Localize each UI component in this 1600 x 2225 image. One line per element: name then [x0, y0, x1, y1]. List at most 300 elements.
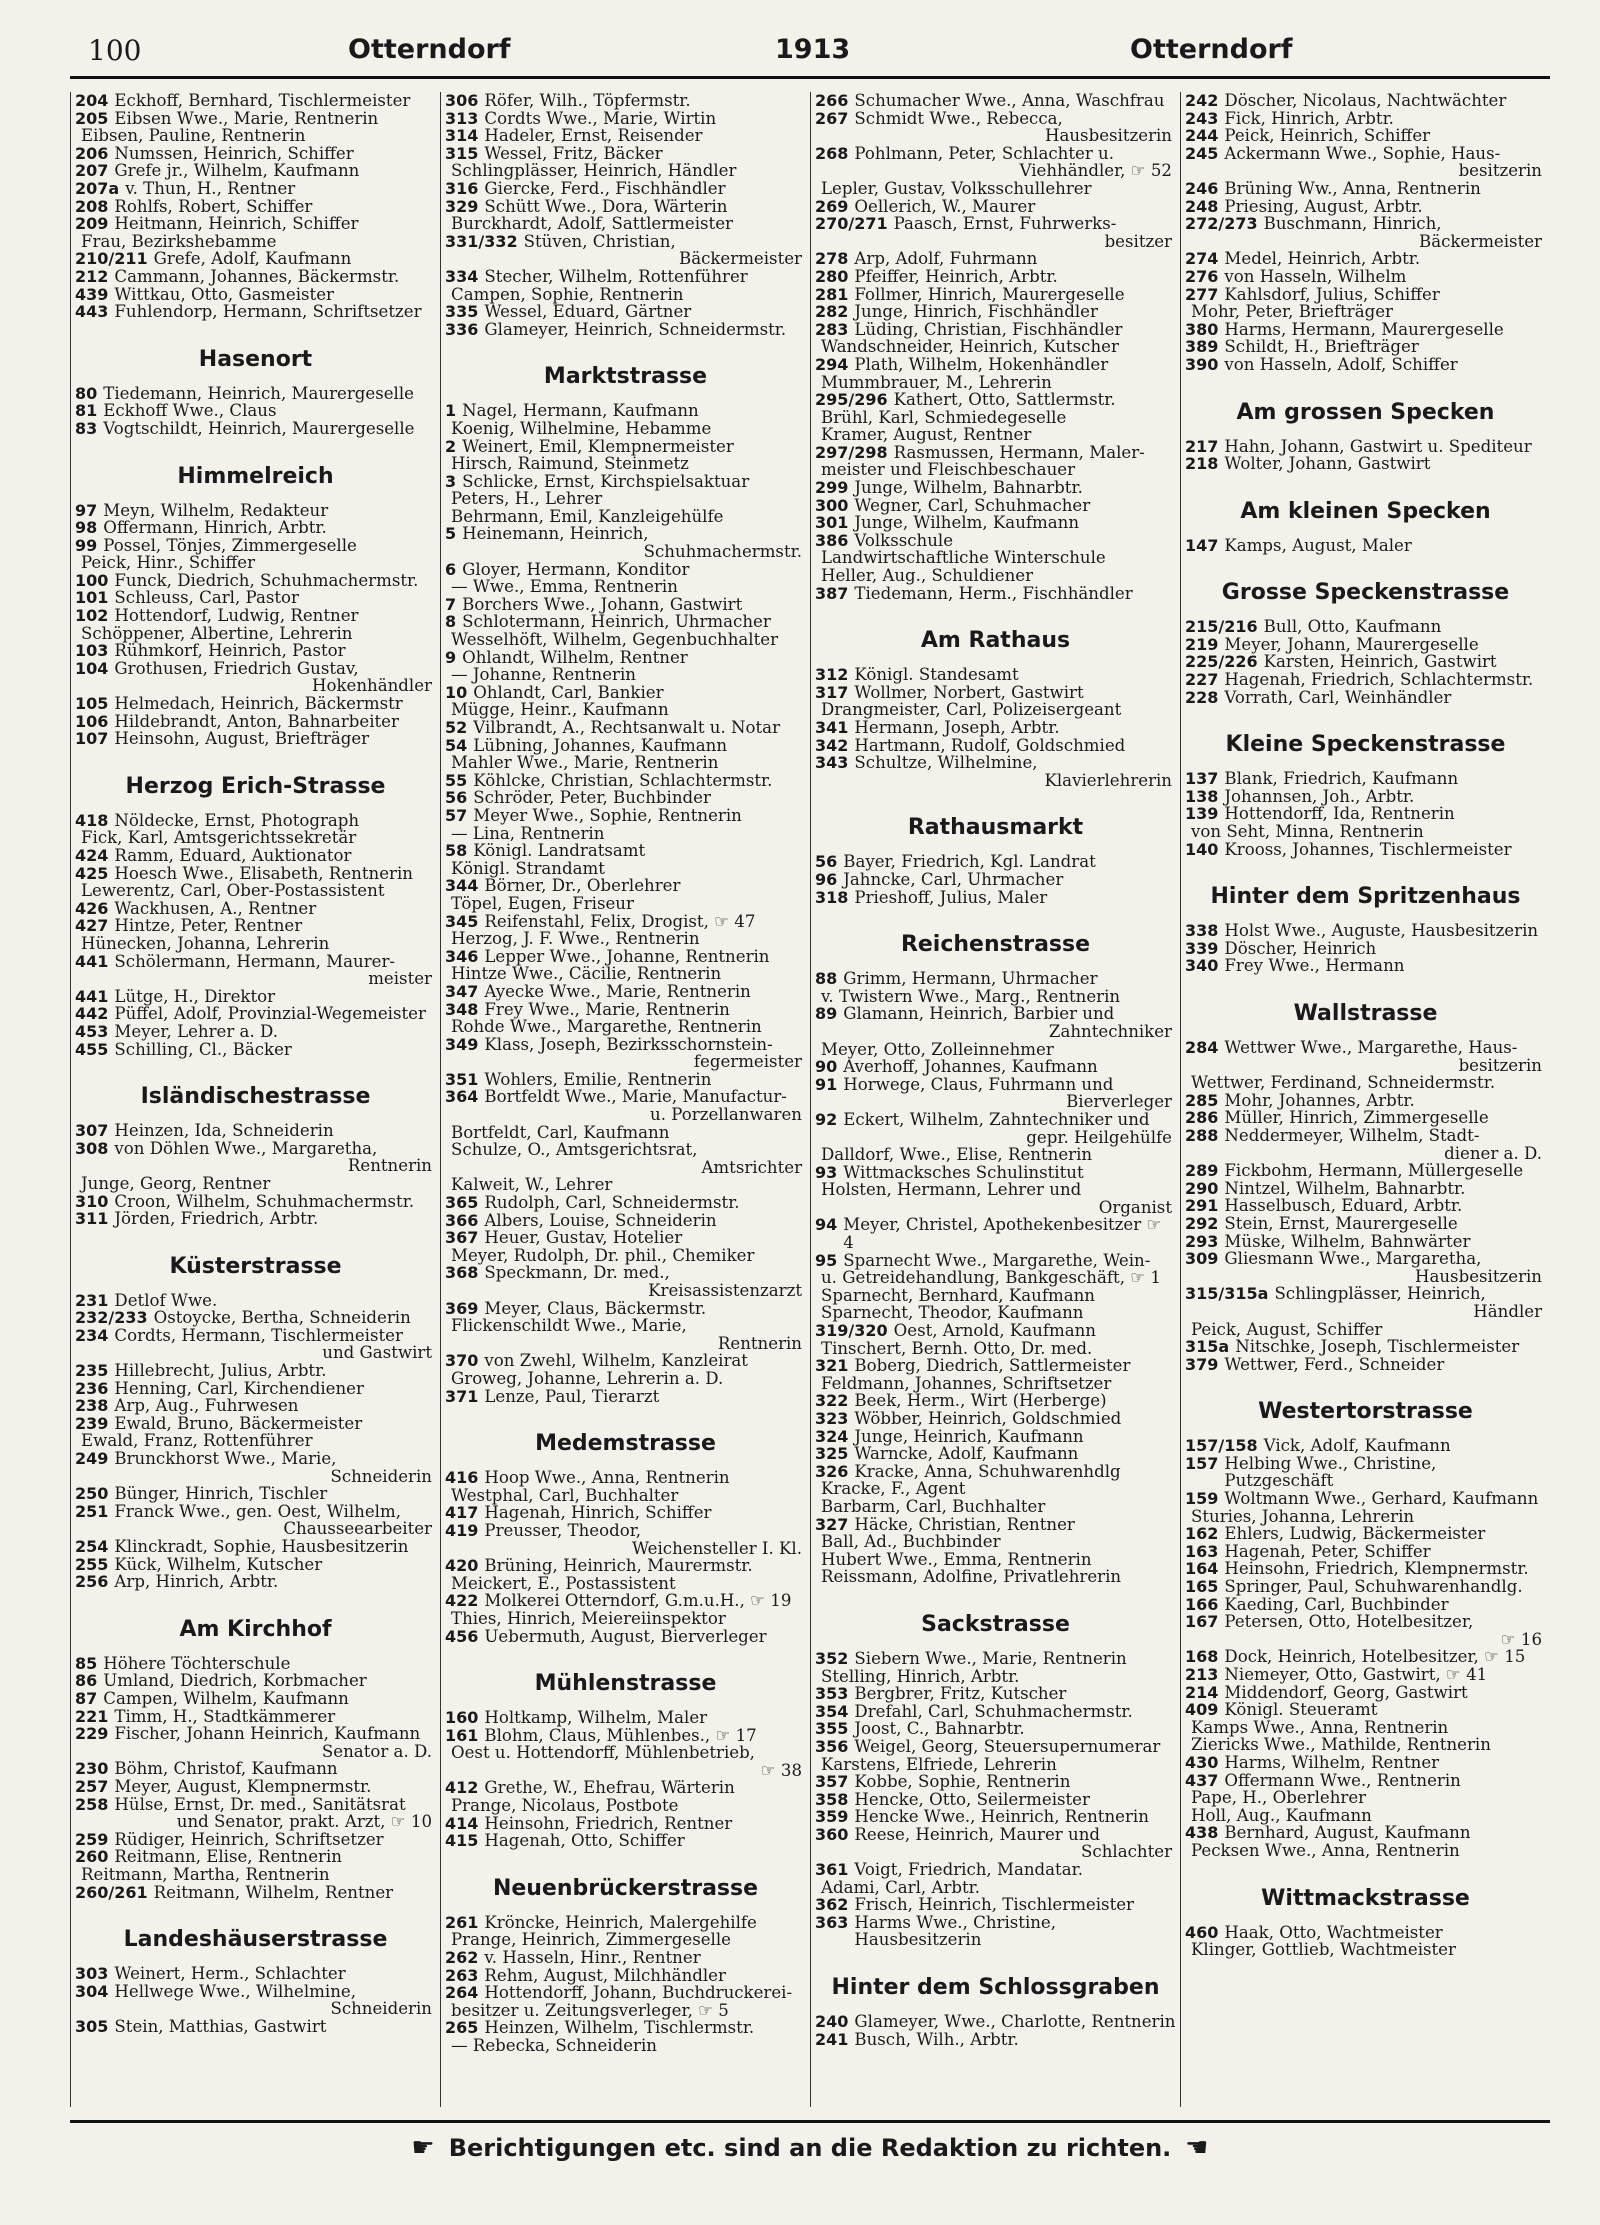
directory-entry — [445, 684, 806, 702]
directory-entry — [445, 198, 806, 216]
directory-entry — [815, 532, 1176, 550]
directory-entry — [445, 145, 806, 163]
directory-entry — [1185, 537, 1546, 555]
resident-entry: Heinzen, Ida, Schneiderin — [114, 1121, 334, 1141]
resident-entry: Dalldorf, Wwe., Elise, Rentnerin — [821, 1145, 1093, 1165]
resident-entry: Klinckradt, Sophie, Hausbesitzerin — [114, 1537, 409, 1556]
house-number: 315 — [445, 143, 479, 163]
house-number: 314 — [445, 126, 479, 146]
resident-entry: Flickenschildt Wwe., Marie, — [451, 1316, 687, 1336]
resident-entry: Klavierlehrerin — [1044, 770, 1172, 790]
house-number: 234 — [75, 1325, 109, 1345]
house-number: 161 — [445, 1725, 479, 1745]
directory-entry — [1185, 1525, 1546, 1543]
resident-entry: Tiedemann, Heinrich, Maurergeselle — [103, 383, 414, 403]
resident-entry: von Hasseln, Adolf, Schiffer — [1224, 354, 1458, 374]
resident-entry: Mahler Wwe., Marie, Rentnerin — [451, 753, 719, 773]
directory-entry — [815, 684, 1176, 702]
directory-entry — [815, 250, 1176, 268]
house-number: 343 — [815, 753, 849, 773]
street-heading: Hasenort — [198, 346, 313, 372]
house-number: 323 — [815, 1409, 849, 1428]
resident-entry: Westphal, Carl, Buchhalter — [451, 1485, 679, 1505]
directory-entry — [445, 438, 806, 456]
house-number: 137 — [1185, 769, 1219, 789]
resident-entry: meister — [368, 969, 432, 989]
directory-entry — [1185, 1197, 1546, 1215]
house-number: 1 — [445, 401, 457, 421]
resident-entry: Blank, Friedrich, Kaufmann — [1224, 769, 1459, 789]
house-number: 351 — [445, 1069, 479, 1089]
directory-entry — [1185, 1215, 1546, 1233]
house-number: 304 — [75, 1981, 109, 2001]
street-heading: Westertorstrasse — [1258, 1399, 1473, 1425]
directory-entry — [815, 1773, 1176, 1791]
house-number: 251 — [75, 1501, 109, 1521]
directory-entry — [1185, 268, 1546, 286]
resident-entry: Wessel, Eduard, Gärtner — [484, 302, 692, 322]
resident-entry: Grimm, Hermann, Uhrmacher — [843, 969, 1098, 989]
house-number: 219 — [1185, 634, 1219, 654]
directory-entry — [815, 1252, 1176, 1270]
house-number: 98 — [75, 518, 98, 538]
house-number: 238 — [75, 1396, 109, 1416]
resident-entry: Hausbesitzerin — [1045, 126, 1172, 146]
directory-entry — [815, 303, 1176, 321]
resident-entry: Mügge, Heinr., Kaufmann — [451, 700, 669, 720]
resident-entry: Stüven, Christian, — [523, 231, 676, 251]
directory-entry — [445, 825, 806, 843]
street-heading: Kleine Speckenstrasse — [1225, 732, 1506, 758]
directory-entry — [815, 391, 1176, 409]
resident-entry: Grothusen, Friedrich Gustav, — [114, 658, 359, 678]
directory-entry — [75, 1778, 436, 1796]
house-number: 208 — [75, 196, 109, 216]
house-number: 438 — [1185, 1823, 1219, 1843]
resident-entry: Kamps Wwe., Anna, Rentnerin — [1191, 1717, 1449, 1737]
resident-entry: Schuhmachermstr. — [643, 542, 802, 562]
house-number: 241 — [815, 2029, 849, 2049]
resident-entry: Dock, Heinrich, Hotelbesitzer, ☞ 15 — [1224, 1647, 1526, 1667]
directory-entry — [815, 1738, 1176, 1756]
directory-entry — [1185, 1233, 1546, 1251]
directory-entry — [815, 754, 1176, 772]
directory-entry — [815, 1392, 1176, 1410]
directory-entry — [815, 1428, 1176, 1446]
resident-entry: Holl, Aug., Kaufmann — [1191, 1805, 1372, 1825]
resident-entry: Horwege, Claus, Fuhrmann und — [843, 1074, 1114, 1094]
resident-entry: Hülse, Ernst, Dr. med., Sanitätsrat — [114, 1794, 406, 1814]
directory-entry — [1185, 653, 1546, 671]
resident-entry: Wettwer Wwe., Margarethe, Haus- — [1224, 1038, 1518, 1057]
directory-entry — [1185, 1303, 1546, 1321]
house-number: 259 — [75, 1829, 109, 1849]
directory-entry — [75, 660, 436, 678]
house-number: 364 — [445, 1087, 479, 1107]
resident-entry: Hadeler, Ernst, Reisender — [484, 126, 703, 146]
house-number: 390 — [1185, 354, 1219, 374]
directory-entry — [815, 567, 1176, 585]
house-number: 353 — [815, 1684, 849, 1704]
directory-entry — [75, 1468, 436, 1486]
house-number: 290 — [1185, 1178, 1219, 1198]
resident-entry: gepr. Heilgehülfe — [1026, 1127, 1172, 1147]
resident-entry: Lüding, Christian, Fischhändler — [854, 319, 1123, 339]
directory-entry — [75, 847, 436, 865]
resident-entry: Königl. Strandamt — [451, 858, 605, 878]
resident-entry: Kück, Wilhelm, Kutscher — [114, 1554, 323, 1574]
resident-entry: Buschmann, Hinrich, — [1263, 214, 1442, 234]
resident-entry: Eibsen Wwe., Marie, Rentnerin — [114, 108, 379, 128]
directory-entry — [75, 1573, 436, 1591]
house-number: 349 — [445, 1034, 479, 1054]
resident-entry: Fickbohm, Hermann, Müllergeselle — [1224, 1161, 1524, 1181]
resident-entry: Kracke, Anna, Schuhwarenhdlg — [854, 1461, 1121, 1481]
house-number: 206 — [75, 143, 109, 163]
directory-entry — [445, 2019, 806, 2037]
resident-entry: Ewald, Bruno, Bäckermeister — [114, 1413, 363, 1433]
house-number: 159 — [1185, 1489, 1219, 1509]
resident-entry: Reitmann, Wilhelm, Rentner — [153, 1882, 394, 1902]
house-number: 362 — [815, 1895, 849, 1915]
resident-entry: Meyn, Wilhelm, Redakteur — [103, 500, 329, 520]
resident-entry: Priesing, August, Arbtr. — [1224, 196, 1423, 216]
house-number: 313 — [445, 108, 479, 128]
resident-entry: Pecksen Wwe., Anna, Rentnerin — [1191, 1840, 1460, 1860]
directory-entry — [75, 1210, 436, 1228]
directory-entry — [815, 853, 1176, 871]
resident-entry: Kamps, August, Maler — [1224, 535, 1412, 555]
directory-entry — [1185, 1145, 1546, 1163]
directory-entry — [75, 1140, 436, 1158]
house-number: 7 — [445, 594, 457, 614]
resident-entry: Hagenah, Otto, Schiffer — [484, 1831, 685, 1851]
resident-entry: Voigt, Friedrich, Mandatar. — [854, 1860, 1083, 1880]
resident-entry: Warncke, Adolf, Kaufmann — [854, 1444, 1079, 1464]
house-number: 91 — [815, 1074, 838, 1094]
directory-entry — [815, 1199, 1176, 1217]
house-number: 359 — [815, 1807, 849, 1827]
resident-entry: Arp, Hinrich, Arbtr. — [114, 1572, 279, 1592]
house-number: 453 — [75, 1021, 109, 1041]
directory-entry — [815, 180, 1176, 198]
resident-entry: Bäckermeister — [1419, 231, 1542, 251]
directory-entry — [75, 1655, 436, 1673]
directory-entry — [445, 877, 806, 895]
resident-entry: Königl. Standesamt — [854, 665, 1019, 685]
resident-entry: meister und Fleischbeschauer — [821, 460, 1076, 480]
directory-entry — [1185, 823, 1546, 841]
directory-entry — [445, 842, 806, 860]
street-heading: Küsterstrasse — [169, 1253, 342, 1279]
house-number: 105 — [75, 694, 109, 714]
house-number: 369 — [445, 1298, 479, 1318]
directory-entry — [815, 145, 1176, 163]
house-number: 107 — [75, 729, 109, 749]
directory-entry — [445, 1106, 806, 1124]
house-number: 212 — [75, 266, 109, 286]
house-number: 167 — [1185, 1612, 1219, 1632]
directory-entry — [445, 596, 806, 614]
directory-entry — [75, 1157, 436, 1175]
resident-entry: Bull, Otto, Kaufmann — [1263, 617, 1442, 637]
house-number: 325 — [815, 1444, 849, 1464]
resident-entry: Nintzel, Wilhelm, Bahnarbtr. — [1224, 1178, 1466, 1198]
directory-entry — [75, 268, 436, 286]
house-number: 305 — [75, 2016, 109, 2036]
directory-entry — [75, 1415, 436, 1433]
resident-entry: Rasmussen, Hermann, Maler- — [893, 442, 1145, 462]
directory-entry — [1185, 250, 1546, 268]
resident-entry: Springer, Paul, Schuhwarenhandlg. — [1224, 1577, 1523, 1597]
directory-entry — [1185, 1490, 1546, 1508]
resident-entry: Feldmann, Johannes, Schriftsetzer — [821, 1373, 1112, 1393]
header-town-right: Otterndorf — [1130, 34, 1293, 65]
resident-entry: Wohlers, Emilie, Rentnerin — [484, 1069, 712, 1089]
resident-entry: Burckhardt, Adolf, Sattlermeister — [451, 214, 733, 234]
resident-entry: Harms, Wilhelm, Rentner — [1224, 1752, 1440, 1772]
resident-entry: Petersen, Otto, Hotelbesitzer, — [1224, 1612, 1474, 1632]
directory-entry — [445, 1610, 806, 1628]
directory-entry — [75, 953, 436, 971]
directory-entry — [75, 572, 436, 590]
house-number: 346 — [445, 946, 479, 966]
house-number: 417 — [445, 1503, 479, 1523]
house-number: 335 — [445, 302, 479, 322]
resident-entry: Hartmann, Rudolf, Goldschmied — [854, 735, 1126, 755]
resident-entry: Kröncke, Heinrich, Malergehilfe — [484, 1912, 757, 1932]
resident-entry: Hottendorff, Johann, Buchdruckerei- — [484, 1983, 793, 2003]
resident-entry: Mohr, Peter, Briefträger — [1191, 302, 1393, 322]
directory-entry — [445, 649, 806, 667]
resident-entry: Henning, Carl, Kirchendiener — [114, 1378, 364, 1398]
directory-entry — [75, 1520, 436, 1538]
directory-entry — [75, 829, 436, 847]
house-number: 365 — [445, 1193, 479, 1213]
house-number: 232/233 — [75, 1308, 148, 1328]
house-number: 348 — [445, 999, 479, 1019]
resident-entry: Organist — [1098, 1197, 1172, 1217]
directory-entry — [75, 882, 436, 900]
directory-entry — [75, 250, 436, 268]
directory-entry — [445, 490, 806, 508]
house-number: 278 — [815, 249, 849, 269]
resident-entry: Hottendorff, Ida, Rentnerin — [1224, 804, 1455, 824]
house-number: 164 — [1185, 1559, 1219, 1579]
house-number: 263 — [445, 1965, 479, 1985]
resident-entry: Rentnerin — [717, 1333, 802, 1353]
resident-entry: — Rebecka, Schneiderin — [451, 2036, 657, 2055]
directory-entry — [815, 988, 1176, 1006]
house-number: 291 — [1185, 1196, 1219, 1216]
directory-entry — [815, 549, 1176, 567]
directory-entry — [75, 1760, 436, 1778]
resident-entry: Meyer, Christel, Apothekenbesitzer ☞ 4 — [843, 1215, 1162, 1253]
house-number: 94 — [815, 1215, 838, 1235]
house-number: 221 — [75, 1706, 109, 1726]
resident-entry: Frisch, Heinrich, Tischlermeister — [854, 1895, 1134, 1915]
resident-entry: Pohlmann, Peter, Schlachter u. — [854, 143, 1115, 163]
resident-entry: Offermann, Hinrich, Arbtr. — [103, 518, 327, 538]
resident-entry: ☞ 38 — [760, 1760, 802, 1780]
house-number: 267 — [815, 108, 849, 128]
directory-entry — [815, 215, 1176, 233]
resident-entry: v. Thun, H., Rentner — [125, 178, 296, 198]
resident-entry: Hausbesitzerin — [1415, 1266, 1542, 1286]
resident-entry: Possel, Tönjes, Zimmergeselle — [103, 535, 357, 555]
directory-entry — [445, 930, 806, 948]
directory-entry — [75, 554, 436, 572]
directory-entry — [815, 1058, 1176, 1076]
directory-entry — [815, 1756, 1176, 1774]
house-number: 426 — [75, 898, 109, 918]
directory-entry — [1185, 1666, 1546, 1684]
directory-entry — [1185, 303, 1546, 321]
resident-entry: fegermeister — [693, 1052, 802, 1072]
resident-entry: Schumacher Wwe., Anna, Waschfrau — [854, 92, 1165, 110]
directory-entry — [75, 1866, 436, 1884]
house-number: 83 — [75, 418, 98, 438]
house-number: 89 — [815, 1004, 838, 1024]
resident-entry: Weinert, Herm., Schlachter — [114, 1964, 346, 1984]
directory-entry — [815, 338, 1176, 356]
street-heading: Reichenstrasse — [900, 932, 1091, 958]
directory-entry — [75, 1397, 436, 1415]
resident-entry: besitzerin — [1458, 161, 1542, 181]
directory-entry — [1185, 198, 1546, 216]
directory-entry — [1185, 841, 1546, 859]
directory-entry — [445, 1088, 806, 1106]
resident-entry: von Zwehl, Wilhelm, Kanzleirat — [484, 1351, 748, 1371]
directory-entry — [445, 321, 806, 339]
directory-entry — [815, 1445, 1176, 1463]
house-number: 361 — [815, 1860, 849, 1880]
house-number: 245 — [1185, 143, 1219, 163]
resident-entry: Koenig, Wilhelmine, Hebamme — [451, 418, 712, 438]
directory-entry — [75, 1023, 436, 1041]
directory-entry — [75, 695, 436, 713]
house-number: 86 — [75, 1671, 98, 1691]
house-number: 168 — [1185, 1647, 1219, 1667]
house-number: 297/298 — [815, 442, 888, 462]
house-number: 334 — [445, 266, 479, 286]
directory-entry — [1185, 286, 1546, 304]
house-number: 157/158 — [1185, 1436, 1258, 1456]
resident-entry: — Wwe., Emma, Rentnerin — [451, 577, 678, 597]
house-number: 80 — [75, 383, 98, 403]
resident-entry: Köhlcke, Christian, Schlachtermstr. — [473, 770, 773, 790]
resident-entry: Schultze, Wilhelmine, — [854, 753, 1038, 773]
resident-entry: Volksschule — [854, 530, 954, 550]
house-number: 138 — [1185, 786, 1219, 806]
house-number: 85 — [75, 1653, 98, 1673]
house-number: 268 — [815, 143, 849, 163]
directory-entry — [75, 642, 436, 660]
house-number: 246 — [1185, 178, 1219, 198]
directory-entry — [1185, 162, 1546, 180]
resident-entry: Glameyer, Heinrich, Schneidermstr. — [484, 319, 787, 339]
house-number: 442 — [75, 1004, 109, 1024]
directory-entry — [815, 1216, 1176, 1251]
street-heading: Himmelreich — [177, 463, 334, 489]
directory-entry — [1185, 1789, 1546, 1807]
directory-entry — [815, 1093, 1176, 1111]
house-number: 160 — [445, 1708, 479, 1728]
resident-entry: Königl. Landratsamt — [473, 841, 646, 861]
resident-entry: Arp, Aug., Fuhrwesen — [114, 1396, 299, 1416]
resident-entry: Hillebrecht, Julius, Arbtr. — [114, 1361, 327, 1381]
resident-entry: Campen, Wilhelm, Kaufmann — [103, 1688, 349, 1708]
resident-entry: Krooss, Johannes, Tischlermeister — [1224, 839, 1512, 859]
resident-entry: Stein, Ernst, Maurergeselle — [1224, 1213, 1458, 1233]
house-number: 456 — [445, 1626, 479, 1646]
house-number: 437 — [1185, 1770, 1219, 1790]
resident-entry: Hildebrandt, Anton, Bahnarbeiter — [114, 711, 399, 731]
house-number: 358 — [815, 1789, 849, 1809]
street-heading: Am Kirchhof — [179, 1616, 332, 1642]
directory-entry — [1185, 455, 1546, 473]
resident-entry: u. Porzellanwaren — [650, 1105, 802, 1125]
resident-entry: Hünecken, Johanna, Lehrerin — [81, 933, 330, 953]
resident-entry: Fick, Karl, Amtsgerichtssekretär — [81, 828, 357, 848]
house-number: 96 — [815, 869, 838, 889]
resident-entry: Ohlandt, Wilhelm, Rentner — [462, 647, 688, 667]
resident-entry: Nitschke, Joseph, Tischlermeister — [1235, 1337, 1520, 1357]
resident-entry: Paasch, Ernst, Fuhrwerks- — [893, 214, 1117, 234]
directory-entry — [1185, 1437, 1546, 1455]
house-number: 270/271 — [815, 214, 888, 234]
resident-entry: Kreisassistenzarzt — [648, 1281, 802, 1300]
resident-entry: Kracke, F., Agent — [821, 1479, 966, 1499]
page-header — [70, 30, 1550, 79]
resident-entry: Lenze, Paul, Tierarzt — [484, 1386, 660, 1406]
house-number: 261 — [445, 1912, 479, 1932]
directory-entry — [1185, 438, 1546, 456]
house-number: 312 — [815, 665, 849, 685]
house-number: 441 — [75, 986, 109, 1006]
directory-entry — [445, 1949, 806, 1967]
directory-entry — [445, 268, 806, 286]
directory-entry — [75, 1813, 436, 1831]
resident-entry: Barbarm, Carl, Buchhalter — [821, 1496, 1046, 1516]
house-number: 207 — [75, 161, 109, 181]
directory-entry — [1185, 233, 1546, 251]
house-number: 367 — [445, 1228, 479, 1248]
header-town-left: Otterndorf — [348, 34, 511, 65]
resident-entry: Offermann Wwe., Rentnerin — [1224, 1770, 1461, 1790]
resident-entry: Röfer, Wilh., Töpfermstr. — [484, 92, 691, 110]
resident-entry: Ramm, Eduard, Auktionator — [114, 846, 352, 865]
resident-entry: Mohr, Johannes, Arbtr. — [1224, 1090, 1415, 1110]
directory-entry — [445, 631, 806, 649]
directory-entry — [815, 2031, 1176, 2049]
house-number: 300 — [815, 495, 849, 515]
house-number: 240 — [815, 2012, 849, 2032]
directory-entry — [1185, 1285, 1546, 1303]
house-number: 255 — [75, 1554, 109, 1574]
directory-entry — [445, 1212, 806, 1230]
directory-entry — [1185, 1338, 1546, 1356]
house-number: 371 — [445, 1386, 479, 1406]
resident-entry: Reese, Heinrich, Maurer und — [854, 1824, 1101, 1844]
directory-entry — [75, 1538, 436, 1556]
house-number: 95 — [815, 1250, 838, 1270]
resident-entry: Busch, Wilh., Arbtr. — [854, 2029, 1019, 2049]
resident-entry: Viehhändler, ☞ 52 — [1019, 161, 1172, 181]
resident-entry: Heinsohn, Friedrich, Rentner — [484, 1813, 733, 1833]
resident-entry: Rohlfs, Robert, Schiffer — [114, 196, 313, 216]
resident-entry: Döscher, Nicolaus, Nachtwächter — [1224, 92, 1507, 110]
